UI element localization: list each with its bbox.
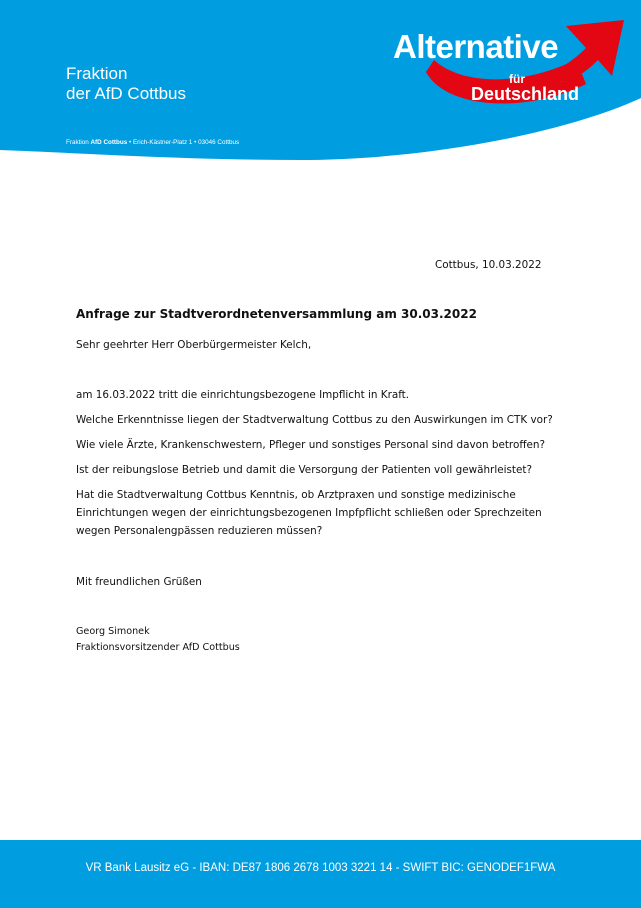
- logo-alternative-text: Alternative: [393, 28, 559, 65]
- signer-name: Georg Simonek: [76, 626, 150, 637]
- question-4-line-1: Hat die Stadtverwaltung Cottbus Kenntnis, ob Arztpraxen und sonstige medizinische: [76, 489, 516, 501]
- letterhead: [0, 0, 641, 165]
- salutation: Sehr geehrter Herr Oberbürgermeister Kelch,: [76, 339, 312, 351]
- paragraph-1: am 16.03.2022 tritt die einrichtungsbezogene Impflicht in Kraft.: [76, 389, 410, 401]
- address-prefix: Fraktion: [66, 139, 91, 146]
- question-4-line-2: Einrichtungen wegen der einrichtungsbezogenen Impfpflicht schließen oder Sprechzeiten: [76, 507, 542, 519]
- sender-address: [66, 139, 239, 146]
- question-1: Welche Erkenntnisse liegen der Stadtverwaltung Cottbus zu den Auswirkungen im CTK vor?: [76, 414, 553, 426]
- question-3: Ist der reibungslose Betrieb und damit die Versorgung der Patienten voll gewährleistet?: [76, 464, 532, 476]
- fraktion-line-2: der AfD Cottbus: [66, 84, 187, 103]
- address-party: AfD Cottbus: [90, 139, 128, 146]
- bank-details: VR Bank Lausitz eG - IBAN: DE87 1806 2678 1003 3221 14 - SWIFT BIC: GENODEF1FWA: [85, 862, 556, 874]
- question-2: Wie viele Ärzte, Krankenschwestern, Pfleger und sonstiges Personal sind davon betroffen?: [76, 439, 545, 451]
- question-4-line-3: wegen Personalengpässen reduzieren müssen?: [76, 525, 323, 537]
- fraktion-line-1: Fraktion: [66, 64, 128, 83]
- address-rest: • Erich-Kästner-Platz 1 • 03046 Cottbus: [127, 139, 240, 146]
- letter-date: Cottbus, 10.03.2022: [435, 259, 542, 271]
- signer-title: Fraktionsvorsitzender AfD Cottbus: [76, 642, 240, 653]
- closing: Mit freundlichen Grüßen: [76, 576, 202, 588]
- footer-bar: [0, 840, 641, 908]
- logo-fuer-text: für: [509, 72, 525, 86]
- logo-deutschland-text: Deutschland: [471, 84, 580, 104]
- fraktion-title: [66, 64, 186, 104]
- letter-subject: Anfrage zur Stadtverordnetenversammlung am 30.03.2022: [76, 307, 477, 321]
